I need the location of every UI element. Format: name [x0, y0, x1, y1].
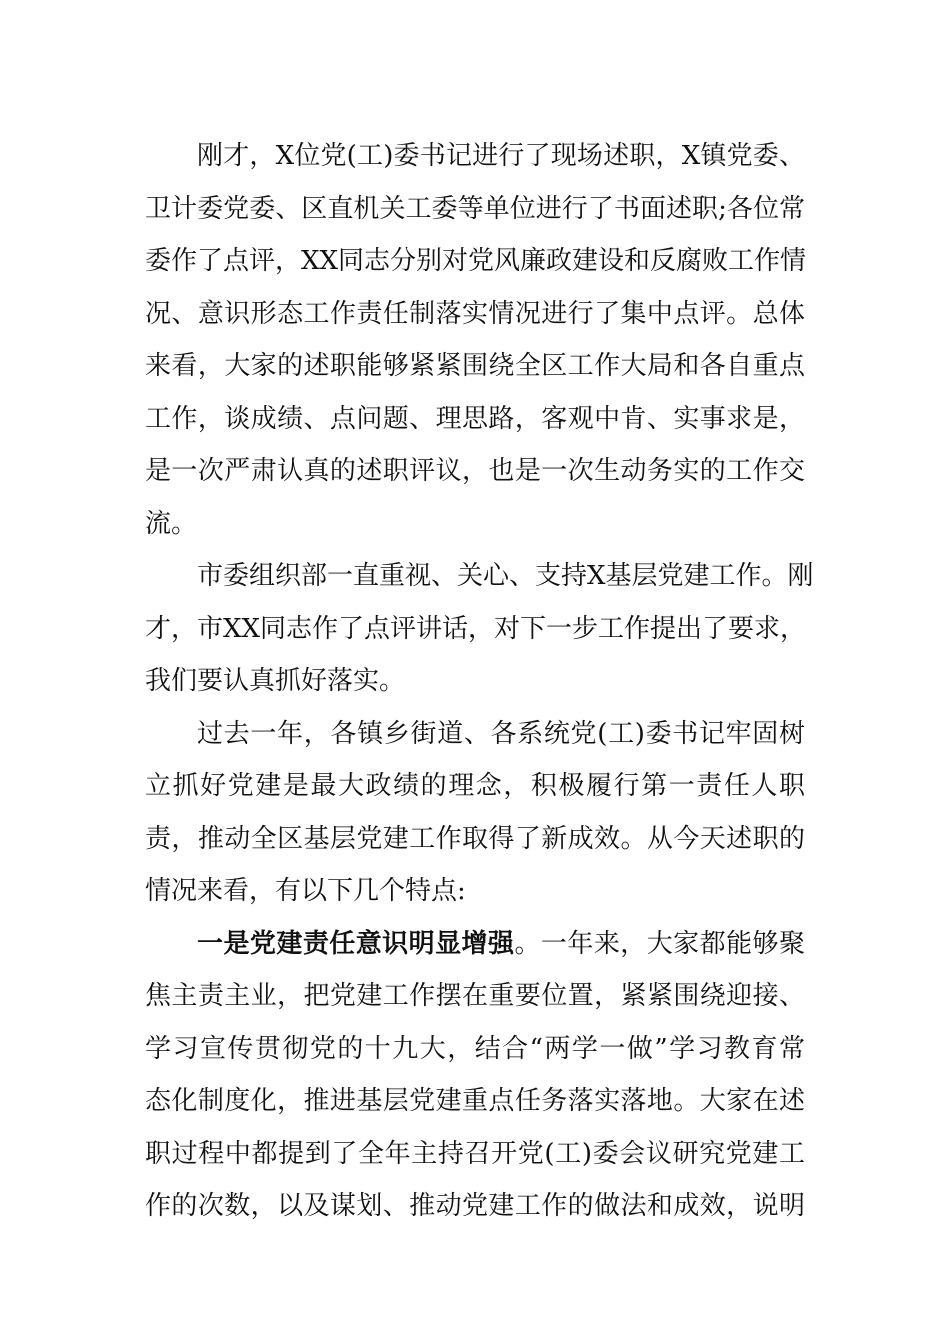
text-line: 况、意识形态工作责任制落实情况进行了集中点评。总体: [145, 298, 805, 329]
paragraph-4: [145, 918, 805, 1233]
paragraph-1: [145, 130, 805, 550]
document-body: [145, 130, 814, 1233]
bold-heading: 一是党建责任意识明显增强: [197, 928, 515, 959]
text-line: 作的次数，以及谋划、推动党建工作的做法和成效，说明: [145, 1191, 805, 1221]
text-line: 委作了点评，XX同志分别对党风廉政建设和反腐败工作情: [145, 246, 807, 276]
text-line: 刚才，X位党(工)委书记进行了现场述职，X镇党委、: [197, 141, 805, 171]
text-line: 卫计委党委、区直机关工委等单位进行了书面述职;各位常: [145, 193, 805, 224]
text-line: 职过程中都提到了全年主持召开党(工)委会议研究党建工: [145, 1138, 805, 1169]
text-line: 焦主责主业，把党建工作摆在重要位置，紧紧围绕迎接、: [145, 981, 805, 1011]
paragraph-3: [145, 708, 805, 918]
paragraph-2: [145, 550, 814, 708]
text-line: 才，市XX同志作了点评讲话，对下一步工作提出了要求，: [145, 613, 807, 644]
text-line: 态化制度化，推进基层党建重点任务落实落地。大家在述: [145, 1086, 805, 1116]
text-line: 工作，谈成绩、点问题、理思路，客观中肯、实事求是，: [145, 403, 805, 434]
text-line: [145, 918, 805, 971]
text-line: 流。: [145, 508, 198, 539]
text-line: 责，推动全区基层党建工作取得了新成效。从今天述职的: [145, 823, 805, 854]
text-line: 立抓好党建是最大政绩的理念，积极履行第一责任人职: [145, 771, 805, 801]
text-line: 我们要认真抓好落实。: [145, 666, 406, 696]
text-fragment: 。一年来，大家都能够聚: [514, 928, 805, 959]
text-line: 是一次严肃认真的述职评议，也是一次生动务实的工作交: [145, 456, 805, 486]
text-line: 学习宣传贯彻党的十九大，结合“两学一做”学习教育常: [145, 1033, 805, 1064]
text-line: 过去一年，各镇乡街道、各系统党(工)委书记牢固树: [197, 718, 805, 749]
text-line: 来看，大家的述职能够紧紧围绕全区工作大局和各自重点: [145, 351, 805, 381]
text-line: 情况来看，有以下几个特点:: [145, 876, 466, 906]
text-line: 市委组织部一直重视、关心、支持X基层党建工作。刚: [197, 561, 814, 591]
